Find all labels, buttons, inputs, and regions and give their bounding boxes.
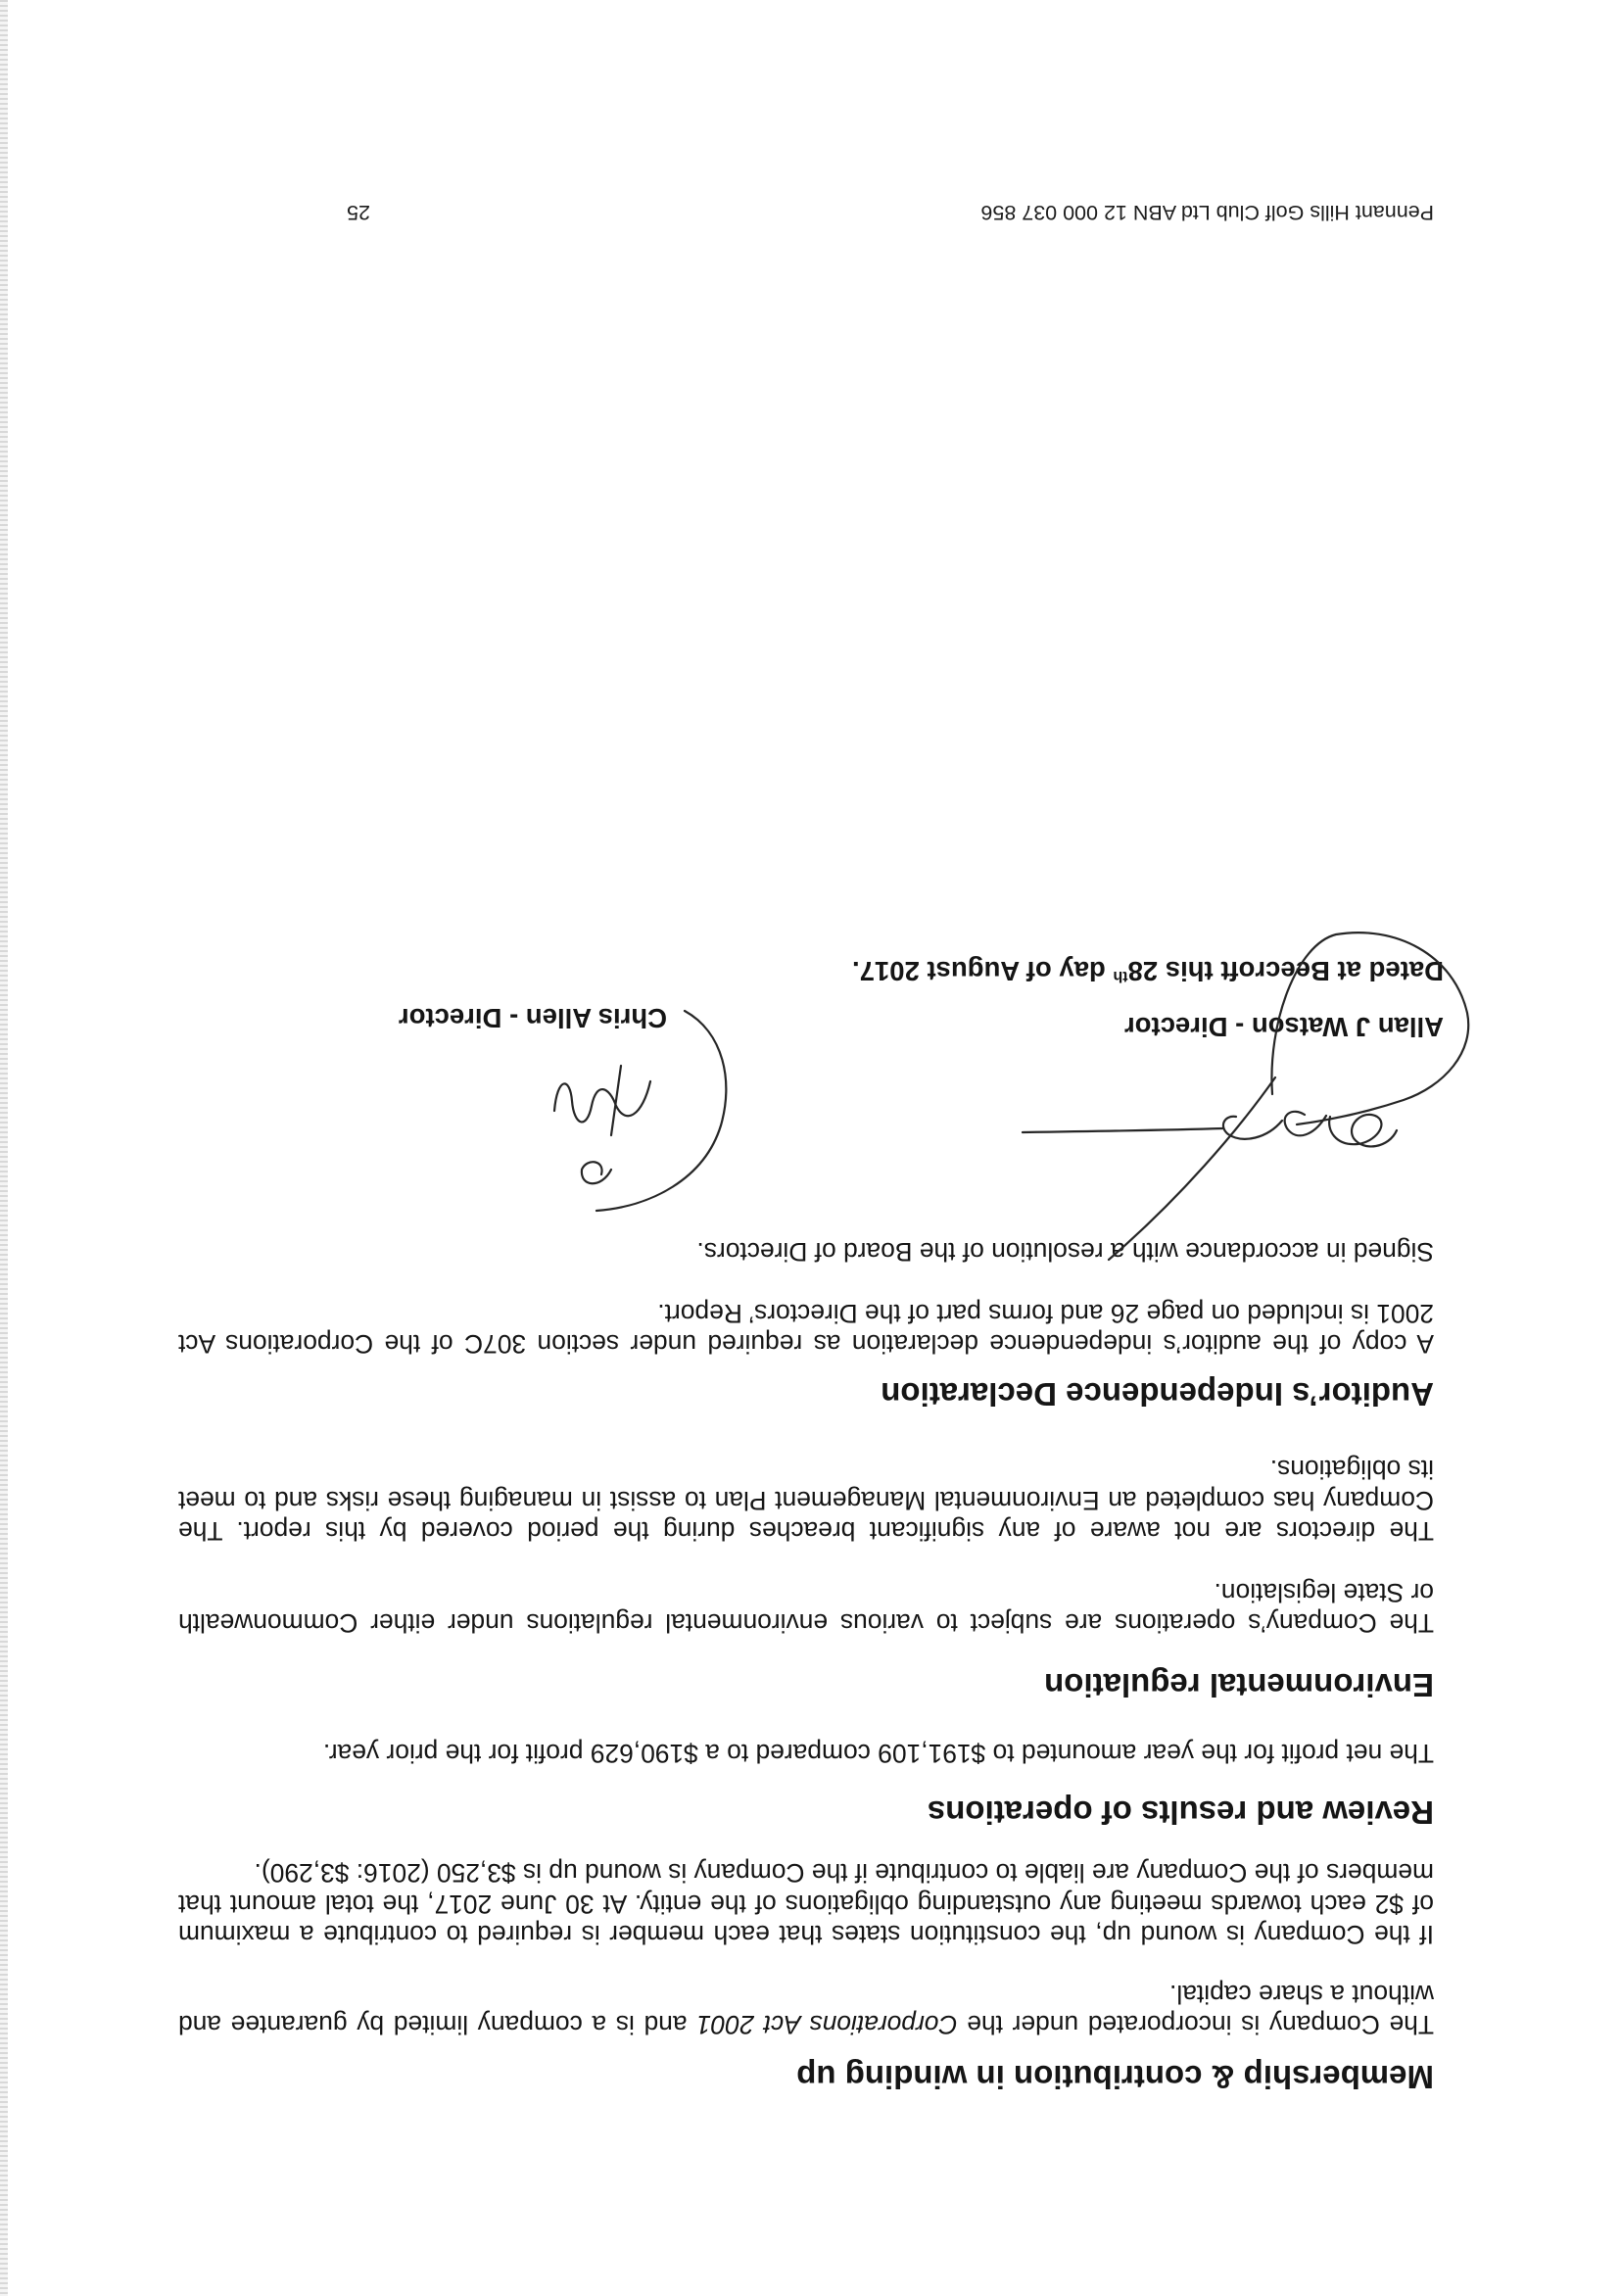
- paragraph-winding-up: [178, 1857, 1434, 1949]
- paragraph-incorporation: [178, 1978, 1434, 2039]
- heading-auditor: Auditor’s Independence Declaration: [881, 1376, 1434, 1412]
- paragraph-net-profit: [178, 1738, 1434, 1768]
- signature-chris-allen: [554, 1011, 726, 1211]
- paragraph-line: If the Company is wound up, the constitution states that each member is required to contribute a maximum: [178, 1920, 1434, 1949]
- text-segment: The Company is incorporated under the: [957, 2010, 1434, 2039]
- paragraph-environmental-breaches: [178, 1454, 1434, 1546]
- heading-membership: Membership & contribution in winding up: [796, 2059, 1434, 2095]
- dated-text: Dated at Beecroft this 28: [1127, 956, 1444, 986]
- paragraph-line: or State legislation.: [1214, 1577, 1434, 1607]
- paragraph-line: its obligations.: [1269, 1455, 1434, 1485]
- paragraph-environmental-operations: [178, 1576, 1434, 1638]
- act-title-italic: Corporations Act 2001: [696, 2010, 958, 2039]
- signatory-allan-watson: Allan J Watson - Director: [1124, 1012, 1444, 1042]
- paragraph-line: A copy of the auditor’s independence declaration as required under section 307C of the Corporations Act: [178, 1329, 1434, 1359]
- paragraph-line: without a share capital.: [1169, 1979, 1434, 2009]
- paragraph-line: members of the Company are liable to contribute if the Company is wound up is $3,250 (2016: $3,290).: [254, 1858, 1434, 1889]
- paragraph-signed-resolution: [178, 1236, 1434, 1267]
- dated-line: [852, 955, 1444, 986]
- paragraph-line: The Company’s operations are subject to various environmental regulations under either Commonwealth: [178, 1608, 1434, 1638]
- paragraph-line: The directors are not aware of any significant breaches during the period covered by this report. The: [178, 1516, 1434, 1546]
- heading-review: Review and results of operations: [927, 1794, 1434, 1831]
- footer-organisation: Pennant Hills Golf Club Ltd ABN 12 000 037 856: [980, 201, 1434, 224]
- dated-ordinal-suffix: th: [1113, 968, 1128, 984]
- paragraph-line: 2001 is included on page 26 and forms part of the Directors’ Report.: [657, 1298, 1434, 1328]
- paragraph-auditor-declaration: [178, 1297, 1434, 1359]
- dated-text: day of August 2017.: [852, 956, 1114, 986]
- paragraph-line: Signed in accordance with a resolution of the Board of Directors.: [696, 1237, 1434, 1267]
- page-number: 25: [347, 201, 370, 224]
- paragraph-line: of $2 each towards meeting any outstanding obligations of the entity. At 30 June 2017, the total amount that: [178, 1889, 1434, 1919]
- text-segment: and is a company limited by guarantee and: [178, 2010, 697, 2039]
- paragraph-line: Company has completed an Environmental Management Plan to assist in managing these risks and to meet: [178, 1485, 1434, 1515]
- paragraph-line: [178, 2009, 1434, 2039]
- heading-environmental: Environmental regulation: [1044, 1667, 1434, 1703]
- signatory-chris-allen: Chris Allen - Director: [398, 1003, 667, 1033]
- paragraph-line: The net profit for the year amounted to $191,109 compared to a $190,629 profit for the prior year.: [322, 1739, 1434, 1768]
